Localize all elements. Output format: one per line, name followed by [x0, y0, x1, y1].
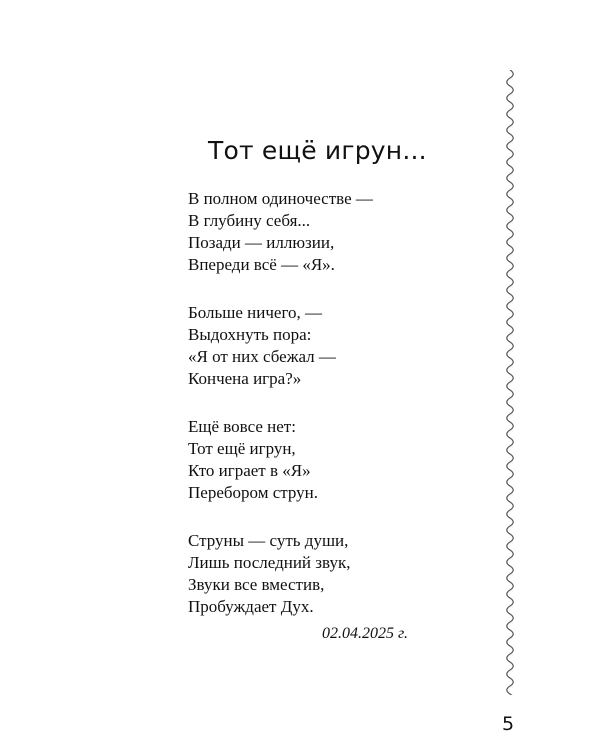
poem-line: В полном одиночестве — — [188, 189, 373, 208]
page-number: 5 — [502, 713, 515, 735]
poem-line: В глубину себя... — [188, 211, 311, 230]
poem-body — [188, 188, 373, 644]
poem-line: Перебором струн. — [188, 483, 319, 502]
poem-date: 02.04.2025 г. — [322, 625, 409, 642]
poem-line: Струны — суть души, — [188, 531, 349, 550]
poem-title: Тот ещё игрун... — [208, 136, 427, 165]
poem-line: Пробуждает Дух. — [188, 597, 314, 616]
poem-line: Тот ещё игрун, — [188, 439, 296, 458]
stanza-1 — [188, 188, 373, 276]
poem-line: Лишь последний звук, — [188, 553, 351, 572]
poem-line: Кончена игра?» — [188, 369, 302, 388]
poem-line: Позади — иллюзии, — [188, 233, 335, 252]
stanza-4 — [188, 530, 373, 618]
poem-line: Кто играет в «Я» — [188, 461, 311, 480]
poem-line: Впереди всё — «Я». — [188, 255, 335, 274]
poem-line: Больше ничего, — — [188, 303, 322, 322]
stanza-3 — [188, 416, 373, 504]
poem-line: Выдохнуть пора: — [188, 325, 312, 344]
stanza-2 — [188, 302, 373, 390]
poem-line: Звуки все вместив, — [188, 575, 325, 594]
poem-line: «Я от них сбежал — — [188, 347, 336, 366]
wavy-border-decoration — [500, 70, 520, 695]
poem-line: Ещё вовсе нет: — [188, 417, 296, 436]
